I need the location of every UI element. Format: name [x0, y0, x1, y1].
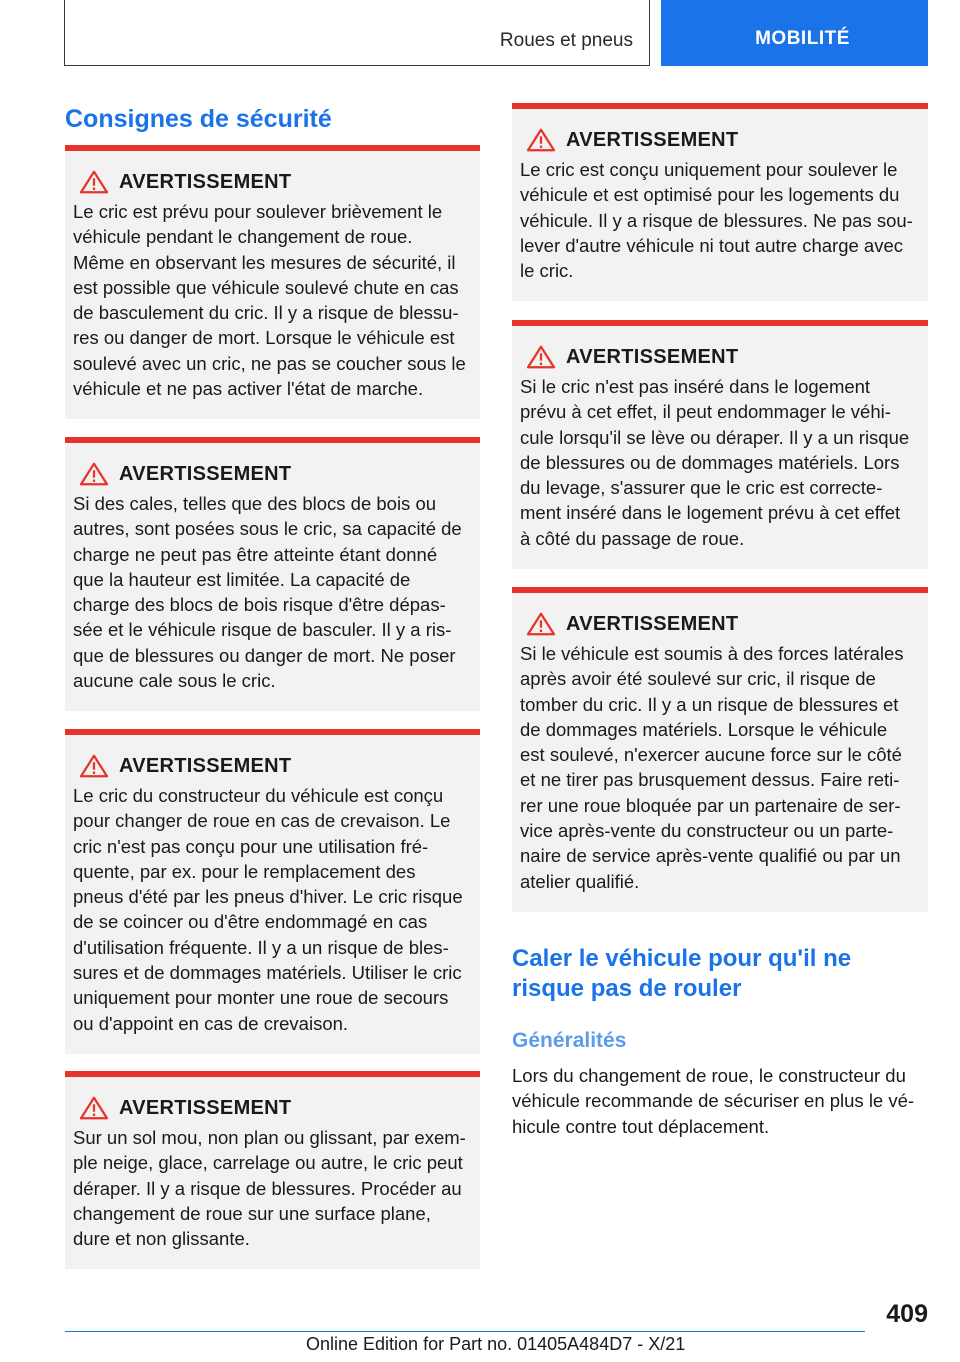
warning-header: [520, 125, 920, 155]
header-chapter-tab: [661, 0, 928, 66]
warning-box: [65, 145, 480, 419]
warning-triangle-icon: [77, 169, 111, 195]
warning-header: [520, 609, 920, 639]
subsection-title: Généralités: [512, 1029, 627, 1052]
page-title: Consignes de sécurité: [65, 105, 332, 133]
header-section-title: Roues et pneus: [499, 30, 633, 51]
header-chapter-title: MOBILITÉ: [755, 28, 850, 49]
warning-triangle-icon: [524, 344, 558, 370]
section-title: Caler le véhicule pour qu'il ne risque pas de rouler: [512, 945, 852, 1002]
page-number: 409: [886, 1300, 928, 1328]
warning-box: [65, 437, 480, 711]
warning-triangle-icon: [77, 461, 111, 487]
warning-triangle-icon: [77, 1095, 111, 1121]
warning-triangle-icon: [524, 127, 558, 153]
warning-label: AVERTISSEMENT: [119, 1096, 292, 1119]
header-section-tab: [64, 0, 650, 66]
warning-header: [73, 751, 472, 781]
warning-text: Le cric est prévu pour soulever brièvement le véhicule pendant le changement de roue. Même en observant les mesures de sécurité, il est possible que véhicule soulevé chute en cas de basculement du cric. Il y a risque de blessu‐ res ou danger de mort. Lorsque le véhicule est soulevé avec un cric, ne pas se coucher sous le véhicule et ne pas activer l'état de marche.: [73, 201, 466, 400]
warning-header: [73, 167, 472, 197]
warning-text: Si des cales, telles que des blocs de bois ou autres, sont posées sous le cric, sa capacité de charge ne peut pas être atteinte étant donné que la hauteur est limitée. La capacité de charge des blocs de bois risque d'être dépas‐ sée et le véhicule risque de basculer. Il y a ris‐ que de blessures ou danger de mort. Ne poser aucune cale sous le cric.: [73, 493, 462, 692]
warning-header: [73, 459, 472, 489]
warning-label: AVERTISSEMENT: [566, 612, 739, 635]
footer-edition: Online Edition for Part no. 01405A484D7 - X/21: [306, 1334, 686, 1354]
warning-text: Le cric est conçu uniquement pour soulever le véhicule et est optimisé pour les logements du véhicule. Il y a risque de blessures. Ne pas sou‐ lever d'autre véhicule ni tout autre charge avec le cric.: [520, 159, 913, 282]
warning-label: AVERTISSEMENT: [119, 462, 292, 485]
warning-header: [520, 342, 920, 372]
warning-text: Si le cric n'est pas inséré dans le logement prévu à cet effet, il peut endommager le véhi‐ cule lorsqu'il se lève ou déraper. Il y a un risque de blessures ou de dommages matériels. Lors du levage, s'assurer que le cric est correcte‐ ment inséré dans le logement prévu à cet effet à côté du passage de roue.: [520, 376, 910, 549]
warning-label: AVERTISSEMENT: [566, 128, 739, 151]
warning-box: [65, 729, 480, 1054]
warning-label: AVERTISSEMENT: [119, 170, 292, 193]
warning-box: [512, 103, 928, 301]
warning-text: Sur un sol mou, non plan ou glissant, par exem‐ ple neige, glace, carrelage ou autre, le cric peut déraper. Il y a risque de blessures. Procéder au changement de roue sur une surface plane, dure et non glissante.: [73, 1127, 466, 1250]
warning-label: AVERTISSEMENT: [566, 345, 739, 368]
warning-text: Le cric du constructeur du véhicule est conçu pour changer de roue en cas de crevaison. Le cric n'est pas conçu pour une utilisation fré‐ quente, par ex. pour le remplacement des pneus d'été par les pneus d'hiver. Le cric risque de se coincer ou d'être endommagé en cas d'utilisation fréquente. Il y a un risque de bles‐ sures et de dommages matériels. Utiliser le cric uniquement pour monter une roue de secours ou d'appoint en cas de crevaison.: [73, 785, 463, 1034]
body-paragraph: Lors du changement de roue, le constructeur du véhicule recommande de sécuriser en plus le vé‐ hicule contre tout déplacement.: [512, 1065, 915, 1137]
warning-triangle-icon: [77, 753, 111, 779]
warning-box: [65, 1071, 480, 1269]
warning-header: [73, 1093, 472, 1123]
warning-box: [512, 320, 928, 569]
warning-triangle-icon: [524, 611, 558, 637]
warning-label: AVERTISSEMENT: [119, 754, 292, 777]
warning-text: Si le véhicule est soumis à des forces latérales après avoir été soulevé sur cric, il risque de tomber du cric. Il y a un risque de blessures et de dommages matériels. Lorsque le véhicule est soulevé, n'exercer aucune force sur le côté et ne tirer pas brusquement dessus. Faire reti‐ rer une roue bloquée par un partenaire de ser‐ vice après-vente du constructeur ou un parte‐ naire de service après-vente qualifié ou par un atelier qualifié.: [520, 643, 904, 892]
footer-divider: [65, 1331, 865, 1332]
warning-box: [512, 587, 928, 912]
